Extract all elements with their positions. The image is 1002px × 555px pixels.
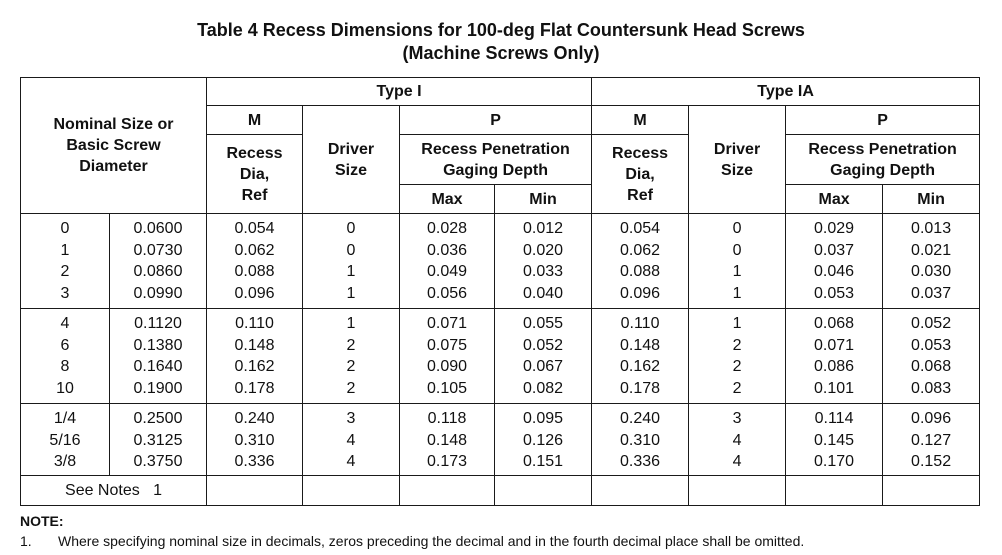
cell-value: 1: [346, 284, 356, 302]
header-recess-dia-type-i: Recess Dia, Ref: [207, 135, 303, 214]
empty-cell: [400, 476, 495, 506]
see-notes-cell: See Notes 1: [21, 476, 207, 506]
cell-value: 0.052: [523, 336, 564, 354]
cell-value: 0.3750: [133, 453, 183, 470]
cell-value: 1: [732, 284, 742, 302]
cell-value: 1/4: [53, 410, 77, 427]
empty-cell: [786, 476, 883, 506]
header-recess-penetration-type-i: Recess Penetration Gaging Depth: [400, 135, 592, 185]
cell-value: 0.310: [234, 431, 275, 449]
column-t1-pmin: [495, 214, 592, 309]
column-t1-pmax: [400, 214, 495, 309]
cell-value: 0.0600: [133, 220, 183, 237]
empty-cell: [689, 476, 786, 506]
cell-value: 0.062: [234, 241, 275, 259]
empty-cell: [883, 476, 980, 506]
cell-value: 0.095: [523, 410, 564, 427]
cell-value: 0.055: [523, 315, 564, 332]
cell-value: 0: [60, 220, 70, 237]
column-size: [21, 309, 110, 404]
cell-value: 0.240: [620, 410, 661, 427]
cell-value: 0.013: [911, 220, 952, 237]
cell-value: 3: [346, 410, 356, 427]
column-basic: [110, 214, 207, 309]
cell-value: 2: [346, 336, 356, 354]
cell-value: 0: [346, 241, 356, 259]
cell-value: 0.110: [235, 315, 274, 332]
note-number: 1.: [20, 533, 32, 549]
column-t1-driver: [303, 309, 400, 404]
cell-value: 0.0730: [133, 241, 183, 259]
column-t1a-pmin: [883, 309, 980, 404]
cell-value: 0.053: [814, 284, 855, 302]
cell-value: 2: [346, 358, 356, 375]
column-t1-pmax: [400, 309, 495, 404]
cell-value: 0.114: [814, 410, 854, 427]
cell-value: 0.0990: [133, 284, 183, 302]
cell-value: 4: [732, 453, 742, 470]
cell-value: 0.127: [911, 431, 952, 449]
column-t1-pmin: [495, 404, 592, 476]
cell-value: 0.036: [426, 241, 468, 259]
cell-value: 0.148: [234, 336, 275, 354]
cell-value: 0.1380: [133, 336, 183, 354]
cell-value: 0.086: [814, 358, 855, 375]
cell-value: 0.082: [523, 379, 564, 397]
cell-value: 0.110: [620, 315, 660, 332]
cell-value: 0.3125: [133, 431, 183, 449]
cell-value: 1: [732, 263, 742, 280]
cell-value: 6: [60, 336, 70, 354]
cell-value: 0.049: [426, 263, 468, 280]
cell-value: 0.075: [426, 336, 468, 354]
column-t1a-pmax: [786, 309, 883, 404]
note-item: [20, 533, 804, 549]
cell-value: 10: [56, 379, 74, 397]
cell-value: 0.118: [427, 410, 467, 427]
header-type-ia: Type IA: [592, 78, 980, 106]
cell-value: 0.052: [911, 315, 952, 332]
cell-value: 8: [60, 358, 70, 375]
cell-value: 0.071: [426, 315, 468, 332]
header-recess-penetration-type-ia: Recess Penetration Gaging Depth: [786, 135, 980, 185]
cell-value: 0.240: [234, 410, 275, 427]
cell-value: 1: [732, 315, 742, 332]
cell-value: 0.056: [426, 284, 468, 302]
cell-value: 0.126: [523, 431, 564, 449]
column-t1-m: [207, 309, 303, 404]
header-p-type-ia: P: [786, 106, 980, 135]
column-t1a-pmax: [786, 214, 883, 309]
cell-value: 0.029: [814, 220, 855, 237]
cell-value: 0.336: [620, 453, 661, 470]
cell-value: 0.028: [426, 220, 468, 237]
empty-cell: [592, 476, 689, 506]
cell-value: 3: [60, 284, 70, 302]
cell-value: 0.162: [620, 358, 661, 375]
cell-value: 0.178: [620, 379, 661, 397]
cell-value: 0.071: [814, 336, 855, 354]
cell-value: 0.088: [234, 263, 275, 280]
cell-value: 0.096: [911, 410, 952, 427]
cell-value: 0.033: [523, 263, 564, 280]
column-t1-driver: [303, 404, 400, 476]
cell-value: 0.148: [620, 336, 661, 354]
cell-value: 4: [346, 453, 356, 470]
recess-dimensions-table: [20, 77, 980, 506]
cell-value: 0: [732, 220, 742, 237]
table-title: Table 4 Recess Dimensions for 100-deg Flat Countersunk Head Screws: [197, 20, 805, 40]
cell-value: 0: [346, 220, 356, 237]
column-t1a-pmax: [786, 404, 883, 476]
note-heading: NOTE:: [20, 513, 64, 529]
cell-value: 0.096: [620, 284, 661, 302]
cell-value: 0.021: [911, 241, 952, 259]
empty-cell: [207, 476, 303, 506]
header-nominal-size: Nominal Size or Basic Screw Diameter: [21, 78, 207, 214]
cell-value: 0.173: [426, 453, 468, 470]
table-row-notes: [21, 476, 980, 506]
column-basic: [110, 309, 207, 404]
cell-value: 0.1640: [133, 358, 183, 375]
column-t1-m: [207, 214, 303, 309]
cell-value: 0.2500: [133, 410, 183, 427]
column-size: [21, 214, 110, 309]
column-t1a-driver: [689, 214, 786, 309]
header-max-type-ia: Max: [786, 185, 883, 214]
cell-value: 0.152: [911, 453, 952, 470]
cell-value: 4: [60, 315, 70, 332]
cell-value: 2: [346, 379, 356, 397]
column-t1-pmax: [400, 404, 495, 476]
header-max-type-i: Max: [400, 185, 495, 214]
table-row-group: [21, 214, 980, 309]
cell-value: 3: [732, 410, 742, 427]
table-row-group: [21, 404, 980, 476]
column-t1a-m: [592, 214, 689, 309]
header-min-type-i: Min: [495, 185, 592, 214]
cell-value: 1: [60, 241, 70, 259]
column-t1a-driver: [689, 309, 786, 404]
cell-value: 2: [732, 358, 742, 375]
column-basic: [110, 404, 207, 476]
cell-value: 0.310: [620, 431, 661, 449]
header-recess-dia-type-ia: Recess Dia, Ref: [592, 135, 689, 214]
header-m-type-ia: M: [592, 106, 689, 135]
cell-value: 4: [346, 431, 356, 449]
cell-value: 0.054: [234, 220, 275, 237]
cell-value: 0.105: [426, 379, 468, 397]
column-t1-pmin: [495, 309, 592, 404]
cell-value: 0.068: [814, 315, 855, 332]
cell-value: 0.178: [234, 379, 275, 397]
column-t1a-m: [592, 309, 689, 404]
cell-value: 4: [732, 431, 742, 449]
cell-value: 0.151: [523, 453, 564, 470]
column-t1a-pmin: [883, 214, 980, 309]
column-t1a-driver: [689, 404, 786, 476]
cell-value: 0.053: [911, 336, 952, 354]
column-t1a-pmin: [883, 404, 980, 476]
cell-value: 0.030: [911, 263, 952, 280]
cell-value: 0.037: [814, 241, 855, 259]
cell-value: 0: [732, 241, 742, 259]
cell-value: 0.037: [911, 284, 952, 302]
cell-value: 0.088: [620, 263, 661, 280]
cell-value: 0.083: [911, 379, 952, 397]
cell-value: 0.067: [523, 358, 564, 375]
empty-cell: [303, 476, 400, 506]
cell-value: 0.090: [426, 358, 468, 375]
header-driver-size-type-i: Driver Size: [303, 106, 400, 214]
cell-value: 5/16: [49, 431, 81, 449]
header-driver-size-type-ia: Driver Size: [689, 106, 786, 214]
cell-value: 0.020: [523, 241, 564, 259]
cell-value: 0.0860: [133, 263, 183, 280]
cell-value: 3/8: [53, 453, 77, 470]
cell-value: 0.040: [523, 284, 564, 302]
cell-value: 0.162: [234, 358, 275, 375]
column-t1a-m: [592, 404, 689, 476]
cell-value: 0.148: [426, 431, 468, 449]
cell-value: 0.336: [234, 453, 275, 470]
cell-value: 0.054: [620, 220, 661, 237]
cell-value: 1: [346, 315, 356, 332]
cell-value: 0.1900: [133, 379, 183, 397]
cell-value: 2: [732, 379, 742, 397]
header-min-type-ia: Min: [883, 185, 980, 214]
cell-value: 1: [346, 263, 356, 280]
cell-value: 0.101: [814, 379, 855, 397]
column-t1-m: [207, 404, 303, 476]
column-t1-driver: [303, 214, 400, 309]
table-subtitle: (Machine Screws Only): [402, 43, 600, 63]
cell-value: 0.062: [620, 241, 661, 259]
cell-value: 0.096: [234, 284, 275, 302]
cell-value: 0.046: [814, 263, 855, 280]
header-p-type-i: P: [400, 106, 592, 135]
cell-value: 2: [732, 336, 742, 354]
cell-value: 0.012: [523, 220, 564, 237]
cell-value: 0.170: [814, 453, 855, 470]
column-size: [21, 404, 110, 476]
cell-value: 0.145: [814, 431, 855, 449]
header-type-i: Type I: [207, 78, 592, 106]
cell-value: 0.068: [911, 358, 952, 375]
table-row-group: [21, 309, 980, 404]
header-m-type-i: M: [207, 106, 303, 135]
cell-value: 2: [60, 263, 70, 280]
cell-value: 0.1120: [134, 315, 182, 332]
empty-cell: [495, 476, 592, 506]
note-text: Where specifying nominal size in decimals, zeros preceding the decimal and in the fourth decimal place shall be omitted.: [58, 533, 805, 549]
